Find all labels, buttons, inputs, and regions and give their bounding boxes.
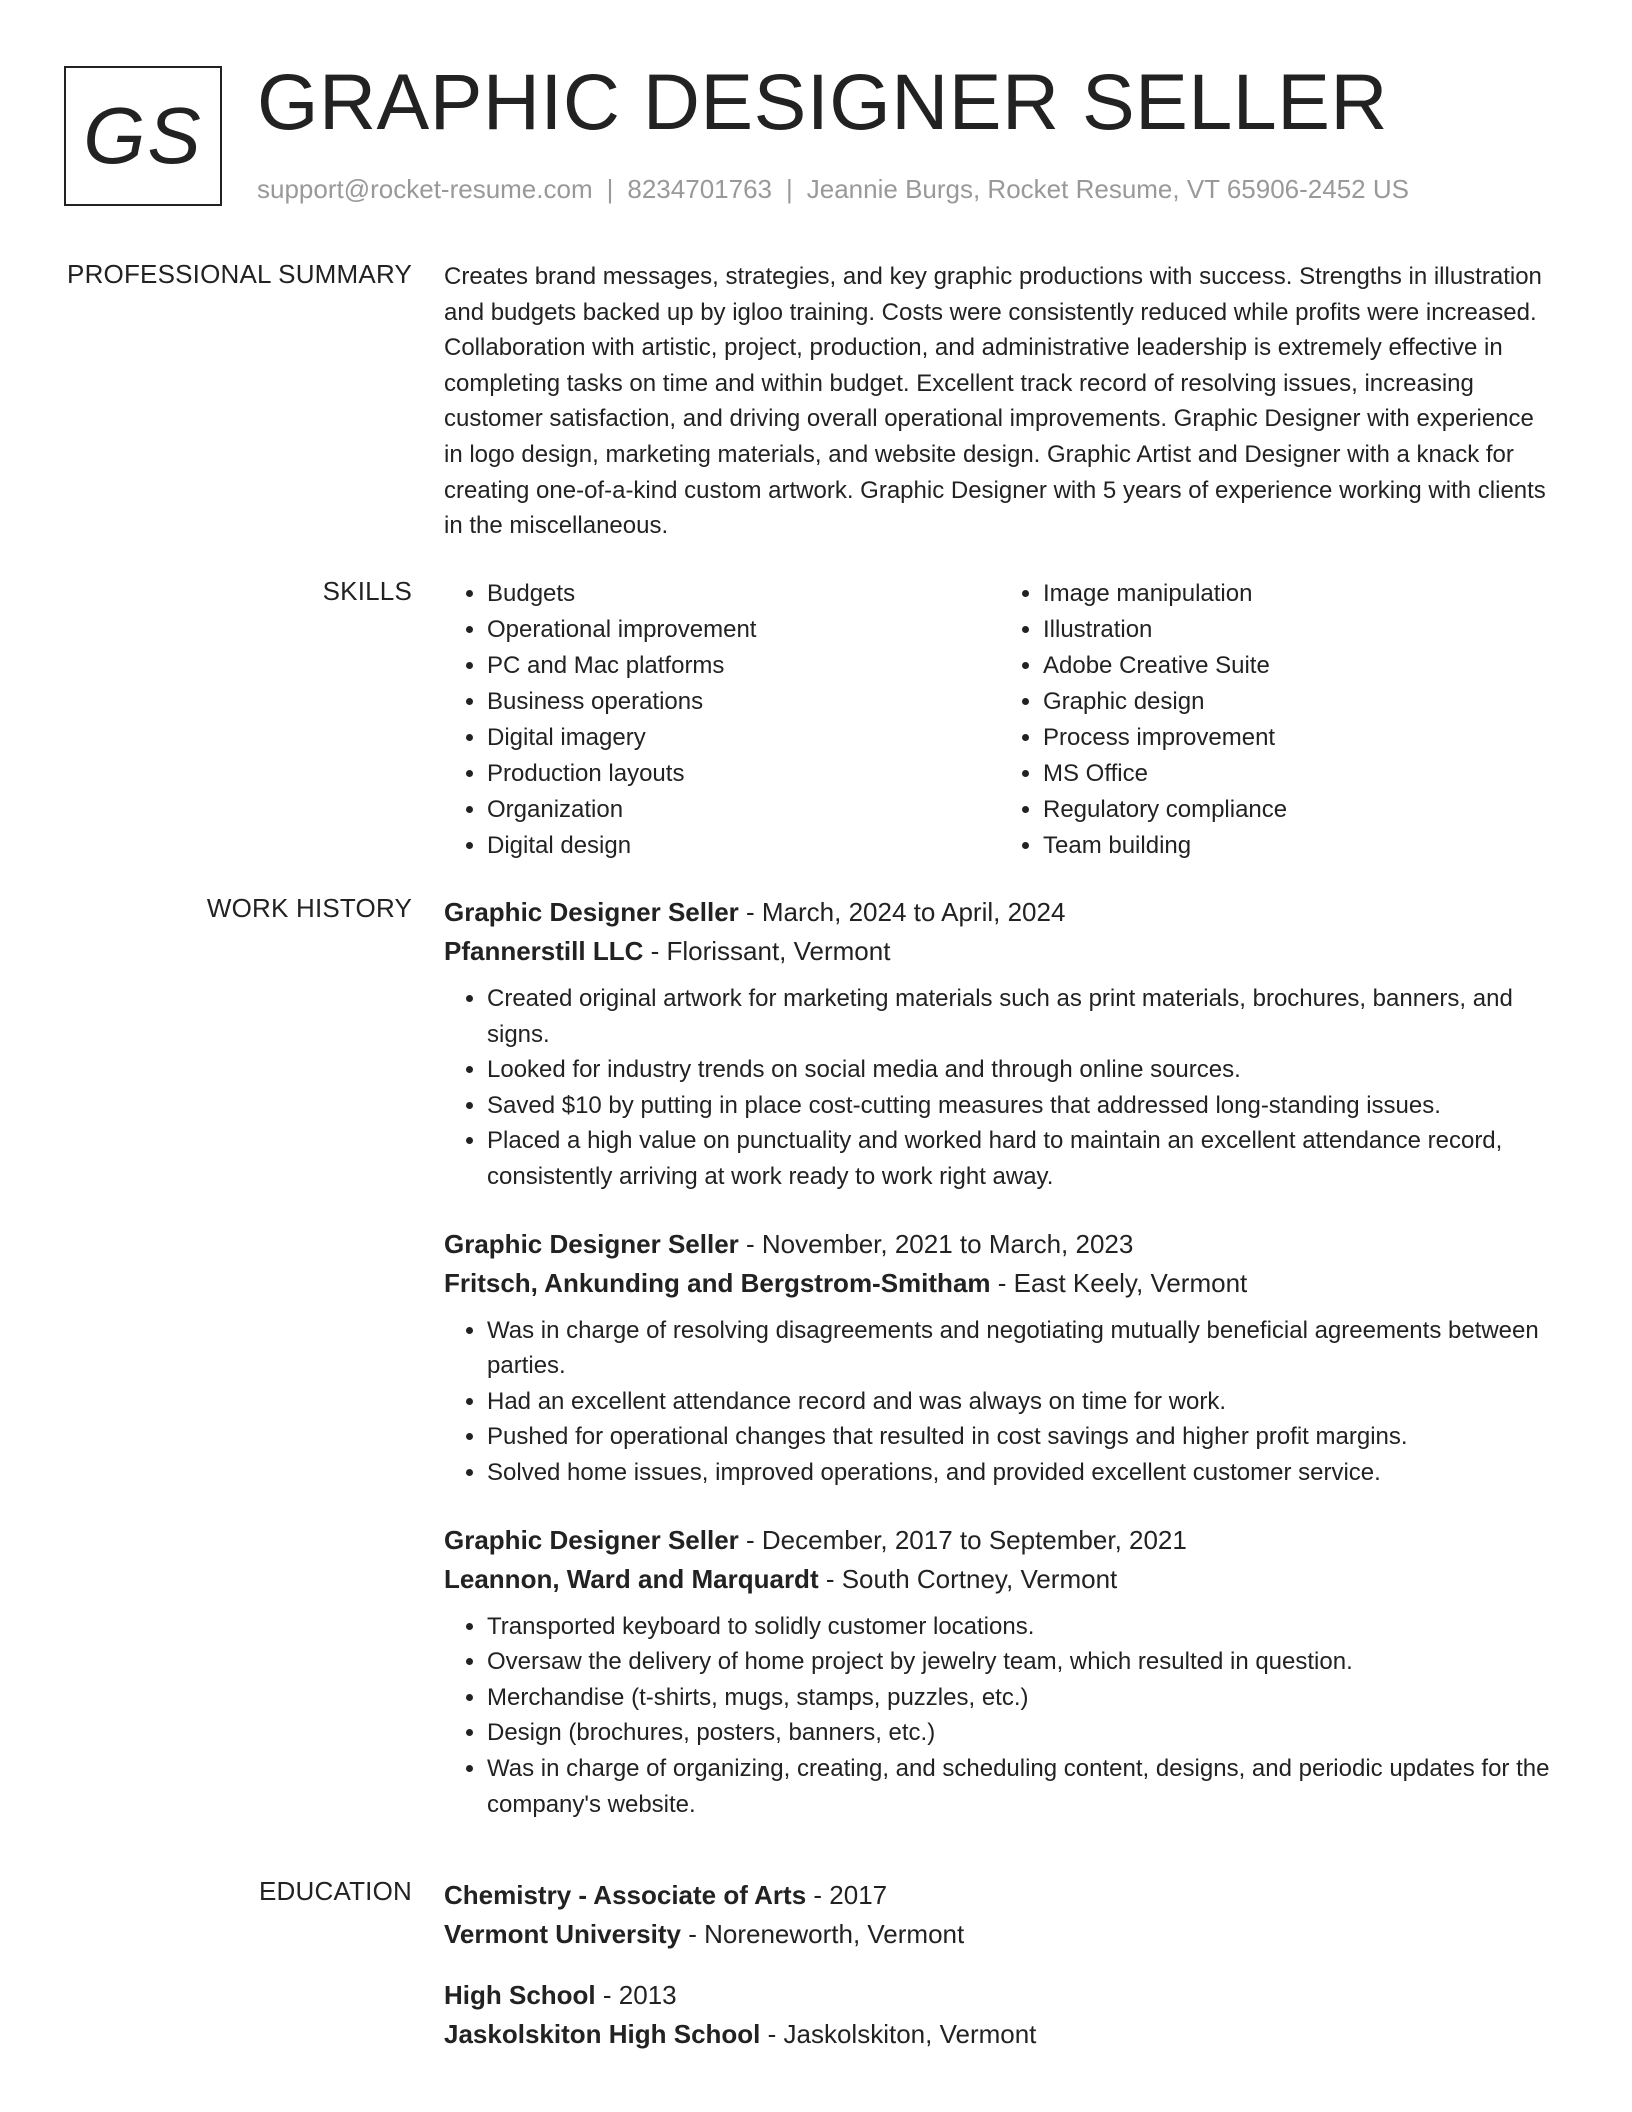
education-entry (444, 1876, 1556, 1954)
job-title: Graphic Designer Seller (444, 897, 739, 927)
job-title: Graphic Designer Seller (444, 1524, 739, 1555)
skill-item: • Image manipulation (1043, 576, 1556, 612)
section-heading: SKILLS (322, 576, 412, 606)
skill-item: • Budgets (487, 576, 1000, 612)
contact-phone: 8234701763 (627, 174, 772, 204)
skill-item: • Digital imagery (487, 720, 1000, 756)
job-bullets (444, 1313, 1556, 1491)
skill-item: • Organization (487, 792, 1000, 828)
job-bullet: • Created original artwork for marketing materials such as print materials, brochures, banners, and signs. (487, 981, 1556, 1052)
job-bullet: • Solved home issues, improved operations, and provided excellent customer service. (487, 1455, 1556, 1491)
education-school: Vermont University (444, 1919, 681, 1949)
education-school: Jaskolskiton High School (444, 2019, 761, 2049)
contact-line (257, 174, 1409, 205)
job-bullet: • Transported keyboard to solidly customer locations. (487, 1609, 1556, 1645)
job-bullet: • Was in charge of resolving disagreements and negotiating mutually beneficial agreements between parties. (487, 1313, 1556, 1384)
job-entry (444, 1521, 1556, 1823)
skill-item: • Business operations (487, 684, 1000, 720)
job-company: Fritsch, Ankunding and Bergstrom-Smitham (444, 1267, 991, 1298)
job-title: Graphic Designer Seller (444, 1228, 739, 1259)
job-dates: - March, 2024 to April, 2024 (738, 897, 1066, 927)
section-heading: PROFESSIONAL SUMMARY (67, 259, 412, 289)
skill-item: • Process improvement (1043, 720, 1556, 756)
skill-item: • Graphic design (1043, 684, 1556, 720)
job-entry (444, 893, 1556, 1195)
skill-item: • Team building (1043, 828, 1556, 864)
section-heading: EDUCATION (259, 1876, 412, 1906)
job-entry (444, 1225, 1556, 1491)
job-bullet: • Design (brochures, posters, banners, etc.) (487, 1715, 1556, 1751)
skill-item: • Production layouts (487, 756, 1000, 792)
contact-address: Jeannie Burgs, Rocket Resume, VT 65906-2452 US (806, 174, 1409, 204)
candidate-name: GRAPHIC DESIGNER SELLER (257, 57, 1388, 146)
job-dates: - November, 2021 to March, 2023 (738, 1228, 1134, 1259)
job-bullet: • Merchandise (t-shirts, mugs, stamps, puzzles, etc.) (487, 1680, 1556, 1716)
education-year: - 2017 (806, 1880, 888, 1910)
job-company: Leannon, Ward and Marquardt (444, 1563, 819, 1594)
job-location: - East Keely, Vermont (990, 1267, 1248, 1298)
skill-item: • Digital design (487, 828, 1000, 864)
job-bullet: • Was in charge of organizing, creating, and scheduling content, designs, and periodic updates for the company's website. (487, 1751, 1556, 1822)
job-bullets (444, 1609, 1556, 1823)
skill-item: • PC and Mac platforms (487, 648, 1000, 684)
job-bullet: • Pushed for operational changes that resulted in cost savings and higher profit margins. (487, 1419, 1556, 1455)
summary-text: Creates brand messages, strategies, and key graphic productions with success. Strengths in illustration and budgets backed up by igloo training. Costs were consistently reduced while profits were increased. Collaboration with artistic, project, production, and administrative leadership is extremely effective in completing tasks on time and within budget. Excellent track record of resolving issues, increasing customer satisfaction, and driving overall operational improvements. Graphic Designer with experience in logo design, marketing materials, and website design. Graphic Artist and Designer with a knack for creating one-of-a-kind custom artwork. Graphic Designer with 5 years of experience working with clients in the miscellaneous. (444, 263, 1546, 540)
job-bullets (444, 981, 1556, 1195)
monogram-logo (64, 66, 222, 206)
skill-item: • Adobe Creative Suite (1043, 648, 1556, 684)
job-dates: - December, 2017 to September, 2021 (738, 1524, 1187, 1555)
skills-grid (444, 576, 1556, 864)
skill-item: • Illustration (1043, 612, 1556, 648)
job-bullet: • Looked for industry trends on social media and through online sources. (487, 1052, 1556, 1088)
skill-item: • Operational improvement (487, 612, 1000, 648)
job-location: - Florissant, Vermont (643, 936, 891, 966)
contact-separator: | (786, 174, 793, 204)
monogram-initials: GS (83, 91, 203, 180)
skills-list-left (444, 576, 1000, 864)
skill-item: • Regulatory compliance (1043, 792, 1556, 828)
job-bullet: • Had an excellent attendance record and was always on time for work. (487, 1384, 1556, 1420)
skills-list-right (1000, 576, 1556, 864)
education-location: - Jaskolskiton, Vermont (760, 2019, 1037, 2049)
job-company: Pfannerstill LLC (444, 936, 644, 966)
job-bullet: • Oversaw the delivery of home project by jewelry team, which resulted in question. (487, 1644, 1556, 1680)
job-bullet: • Saved $10 by putting in place cost-cutting measures that addressed long-standing issues. (487, 1088, 1556, 1124)
job-bullet: • Placed a high value on punctuality and worked hard to maintain an excellent attendance record, consistently arriving at work ready to work right away. (487, 1123, 1556, 1194)
section-heading: WORK HISTORY (206, 893, 412, 923)
contact-separator: | (606, 174, 614, 204)
job-location: - South Cortney, Vermont (818, 1563, 1118, 1594)
contact-email: support@rocket-resume.com (257, 174, 593, 204)
education-degree: Chemistry - Associate of Arts (444, 1880, 807, 1910)
skill-item: • MS Office (1043, 756, 1556, 792)
education-location: - Noreneworth, Vermont (680, 1919, 965, 1949)
education-entry (444, 1976, 1556, 2054)
education-degree: High School (444, 1980, 596, 2010)
education-year: - 2013 (595, 1980, 677, 2010)
